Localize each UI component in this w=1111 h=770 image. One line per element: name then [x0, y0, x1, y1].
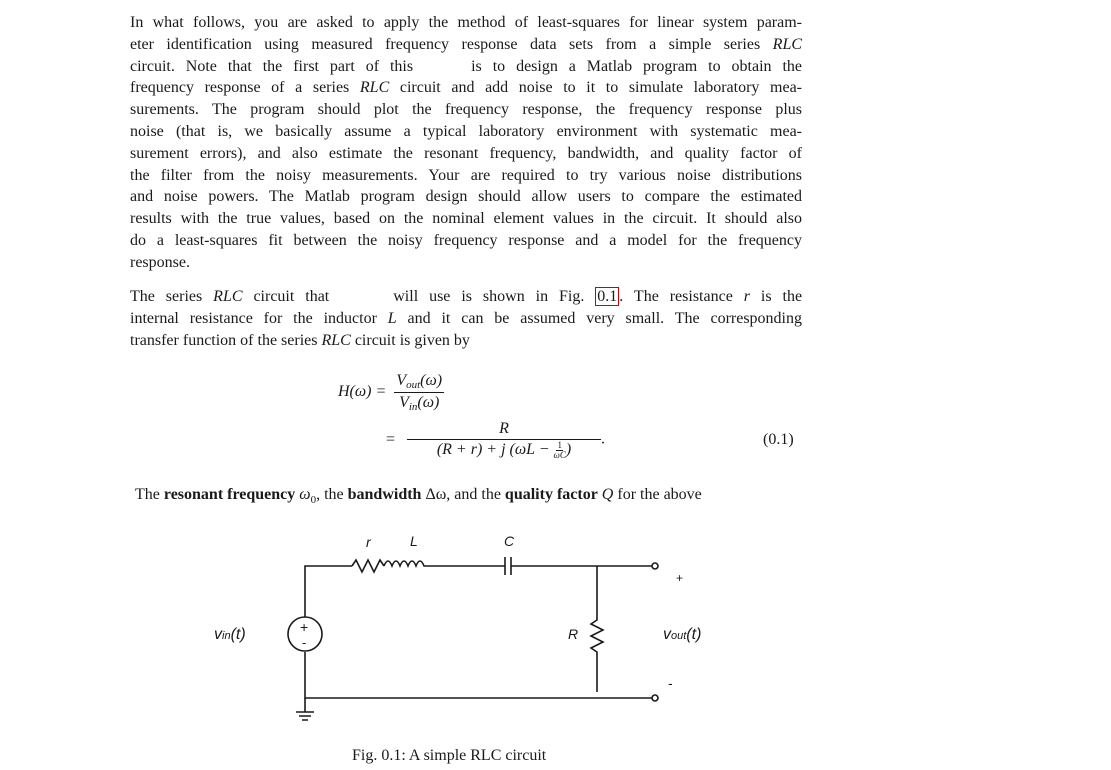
output-terminal-top: [652, 563, 658, 569]
p1-line-1: In what follows, you are asked to apply the method of least-squares for linear system param-: [130, 14, 802, 31]
equation-line-2: = R (R + r) + j (ωL − $\frac{1}{\omega C}$ ) .: [386, 420, 606, 460]
resistor-R-symbol: [591, 566, 603, 692]
label-L: L: [410, 533, 418, 549]
label-C: C: [504, 533, 515, 549]
p1-line-4: frequency response of a series RLC circuit and add noise to it to simulate laboratory mea-: [130, 79, 803, 97]
resistor-r-symbol: [352, 560, 384, 572]
p2-line-2: internal resistance for the inductor L and it can be assumed very small. The corresponding: [130, 309, 803, 327]
top-wire-left: [305, 566, 352, 617]
output-terminal-bottom: [652, 695, 658, 701]
p1-line-3: circuit. Note that the first part of this is to design a Matlab program to obtain the: [130, 57, 803, 75]
label-vout: vout(t): [663, 626, 702, 643]
equation-lhs: H(ω) =: [338, 383, 387, 401]
ground-symbol: [296, 712, 314, 720]
p1-line-8: the filter from the noisy measurements. Your are required to try various noise distributions: [130, 166, 802, 184]
label-R: R: [568, 626, 579, 642]
p1-line-6: noise (that is, we basically assume a typical laboratory environment with systematic mea-: [130, 122, 802, 140]
p1-line-9: and noise powers. The Matlab program design should allow users to compare the estimated: [130, 188, 802, 206]
p1-line-2: eter identification using measured frequency response data sets from a simple series RLC: [130, 35, 803, 53]
source-minus-sign: -: [302, 635, 307, 650]
figure-reference-link[interactable]: 0.1: [597, 288, 618, 305]
label-r: r: [366, 534, 371, 550]
p1-line-10: results with the true values, based on the nominal element values in the circuit. It should also: [130, 210, 802, 228]
resonance-paragraph: The resonant frequency $\omega_0$, the bandwidth Δω, and the quality factor Q for the above: [135, 486, 702, 507]
p1-line-5: surements. The program should plot the frequency response, the frequency response plus: [130, 101, 802, 119]
capacitor-C-symbol: [505, 557, 511, 575]
transfer-function-fraction: R (R + r) + j (ωL − $\frac{1}{\omega C}$ ): [407, 420, 601, 460]
inductor-L-symbol: [384, 561, 434, 566]
p2-line-1: The series RLC circuit that will use is shown in Fig. 0.1 . The resistance r is the: [130, 288, 803, 305]
p1-line-7: surement errors), and also estimate the resonant frequency, bandwidth, and quality factor of: [130, 144, 802, 162]
rlc-term: RLC: [772, 35, 803, 53]
p1-line-11: do a least-squares fit between the noisy frequency response and a model for the frequency: [130, 231, 802, 249]
p1-line-12: response.: [130, 253, 190, 271]
output-plus-sign: +: [676, 571, 684, 585]
bottom-wire: [305, 652, 652, 698]
output-minus-sign: -: [668, 675, 673, 691]
figure-caption: Fig. 0.1: A simple RLC circuit: [352, 747, 547, 764]
source-plus-sign: +: [300, 619, 309, 635]
equation-number: (0.1): [763, 431, 794, 448]
p2-line-3: transfer function of the series RLC circuit is given by: [130, 331, 470, 349]
label-vin: vin(t): [214, 626, 246, 643]
voltage-ratio-fraction: $\frac{V_{out}(\omega)}{V_{in}(\omega)}$: [396, 372, 443, 413]
